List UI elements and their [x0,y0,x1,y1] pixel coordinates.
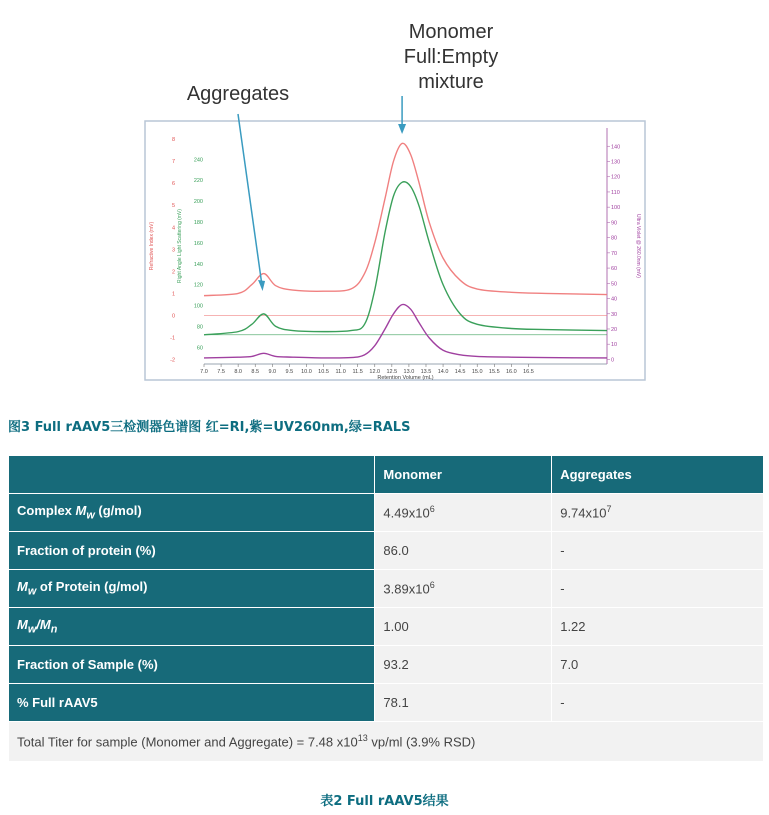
table-row [9,494,764,532]
rals-tick-label: 60 [196,345,203,352]
uv-tick-label: 90 [611,220,618,227]
annotation-monomer-line: mixture [418,71,484,93]
ri-tick-label: 8 [171,137,175,144]
rals-tick-label: 80 [196,324,203,331]
cell-mw-protein-monomer: $3.89x10^6$ [375,570,552,608]
x-tick-label: 8.5 [251,369,260,375]
cell-fraction-sample-aggregates: 7.0 [552,646,764,684]
table-row [9,532,764,570]
table-header-row [9,456,764,494]
x-tick-label: 15.5 [488,369,500,375]
chart-frame [145,121,645,380]
cell-full-raav5-aggregates: - [552,684,764,722]
x-tick-label: 14.0 [437,369,449,375]
annotation-monomer-line: Monomer [408,21,494,43]
uv-tick-label: 70 [611,250,618,257]
x-tick-label: 9.0 [268,369,277,375]
x-tick-label: 16.5 [523,369,534,375]
row-label-complex-mw: Complex $M_w$ (g/mol) [9,494,375,532]
uv-tick-label: 120 [611,174,621,181]
x-tick-label: 9.5 [285,369,294,375]
cell-mw-mn-monomer: 1.00 [375,608,552,646]
x-tick-label: 8.0 [234,369,242,375]
uv-tick-label: 60 [611,266,618,273]
chromatogram-chart [0,0,769,400]
table-header-monomer: Monomer [375,456,552,494]
cell-mw-protein-aggregates: - [552,570,764,608]
annotation-monomer-line: Full:Empty [403,46,499,68]
x-tick-label: 13.0 [403,369,415,375]
cell-complex-mw-monomer: $4.49x10^6$ [375,494,552,532]
ri-tick-label: 5 [171,203,175,210]
table-row-total [9,722,764,762]
cell-fraction-protein-monomer: 86.0 [375,532,552,570]
figure-caption: 图3 Full rAAV5三检测器色谱图 红=RI,紫=UV260nm,绿=RALS [8,420,411,435]
row-label-fraction-sample: Fraction of Sample (%) [9,646,375,684]
cell-fraction-sample-monomer: 93.2 [375,646,552,684]
row-label-fraction-protein: Fraction of protein (%) [9,532,375,570]
ri-tick-label: 4 [171,225,175,232]
x-tick-label: 11.0 [335,369,346,375]
cell-full-raav5-monomer: 78.1 [375,684,552,722]
uv-tick-label: 30 [611,311,618,318]
x-tick-label: 13.5 [420,369,432,375]
row-label-mw-protein: $M_w$ of Protein (g/mol) [9,570,375,608]
table-caption: 表2 Full rAAV5结果 [320,794,449,809]
uv-tick-label: 50 [611,281,618,288]
ri-tick-label: 7 [171,159,175,166]
uv-tick-label: 40 [611,296,618,303]
uv-tick-label: 130 [611,159,621,166]
uv-tick-label: 100 [611,205,621,212]
rals-tick-label: 100 [193,303,203,310]
ri-tick-label: 3 [171,247,175,254]
results-table [8,455,764,762]
ri-tick-label: 2 [171,269,175,276]
cell-fraction-protein-aggregates: - [552,532,764,570]
ri-tick-label: -1 [170,335,175,342]
row-label-mw-mn: $M_w/M_n$ [9,608,375,646]
rals-tick-label: 160 [193,240,203,247]
x-tick-label: 15.0 [471,369,483,375]
uv-axis-label: Ultra Violet @ 260.0nm (mV) [635,214,641,278]
table-header-corner [9,456,375,494]
table-header-aggregates: Aggregates [552,456,764,494]
rals-tick-label: 220 [193,178,203,185]
ri-axis-label: Refractive Index (mV) [149,221,155,271]
total-titer-note: Total Titer for sample (Monomer and Aggregate) = 7.48 $x10^{13}$ vp/ml (3.9% RSD) [9,722,764,762]
x-axis-label: Retention Volume (mL) [377,375,434,381]
x-tick-label: 7.5 [217,369,225,375]
ri-tick-label: 1 [171,291,175,298]
row-label-full-raav5: % Full rAAV5 [9,684,375,722]
chromatogram-figure [0,0,769,400]
annotation-aggregates: Aggregates [186,83,290,105]
uv-tick-label: 10 [611,342,618,349]
table-row [9,646,764,684]
rals-tick-label: 240 [193,157,203,164]
uv-tick-label: 80 [611,235,618,242]
uv-tick-label: 110 [611,189,620,196]
x-tick-label: 16.0 [506,369,517,375]
table-row [9,570,764,608]
x-tick-label: 12.0 [369,369,381,375]
uv-tick-label: 140 [611,144,621,151]
uv-tick-label: 20 [611,326,618,333]
rals-tick-label: 120 [193,282,203,289]
x-tick-label: 12.5 [386,369,398,375]
cell-mw-mn-aggregates: 1.22 [552,608,764,646]
table-row [9,608,764,646]
rals-tick-label: 200 [193,199,203,206]
x-tick-label: 11.5 [352,369,363,375]
x-tick-label: 10.0 [301,369,312,375]
x-tick-label: 14.5 [454,369,466,375]
rals-tick-label: 180 [193,219,203,226]
x-tick-label: 7.0 [200,369,208,375]
cell-complex-mw-aggregates: $9.74x10^7$ [552,494,764,532]
ri-tick-label: 0 [171,313,175,320]
rals-tick-label: 140 [193,261,203,268]
ri-tick-label: 6 [171,181,175,188]
uv-tick-label: 0 [611,357,615,364]
x-tick-label: 10.5 [318,369,329,375]
rals-axis-label: Right Angle Light Scattering (mV) [177,209,183,283]
table-row [9,684,764,722]
ri-tick-label: -2 [170,357,175,364]
